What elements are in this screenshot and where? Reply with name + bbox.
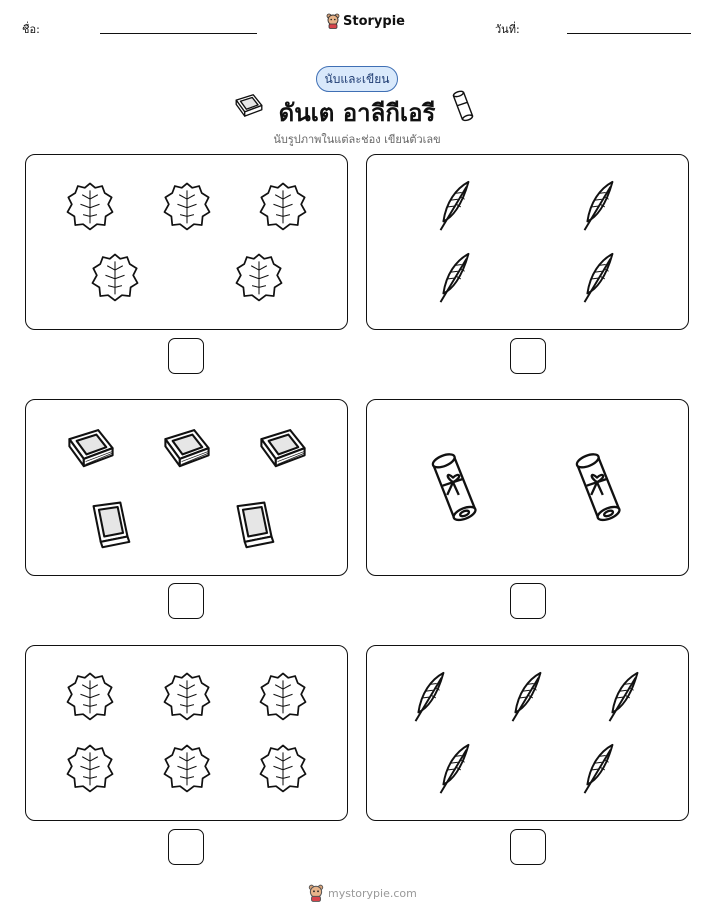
quill-icon (505, 670, 547, 724)
quill-icon (433, 179, 475, 233)
quill-icon (433, 251, 475, 305)
book-icon (256, 426, 310, 472)
leather-hide-icon (161, 670, 213, 722)
leather-hide-icon (161, 180, 213, 232)
name-label: ชื่อ: (22, 23, 40, 36)
footer-url[interactable]: mystorypie.com (328, 886, 417, 900)
leather-hide-icon (257, 670, 309, 722)
answer-box-4[interactable] (510, 583, 546, 619)
counting-panel-4 (366, 399, 689, 576)
worksheet-instruction: นับรูปภาพในแต่ละช่อง เขียนตัวเลข (273, 133, 441, 146)
worksheet-title: ดันเต อาลีกีเอรี (278, 99, 436, 127)
counting-panel-2 (366, 154, 689, 330)
leather-hide-icon (64, 742, 116, 794)
book-icon (88, 499, 142, 549)
scroll-icon (448, 90, 478, 124)
quill-icon (602, 670, 644, 724)
answer-box-2[interactable] (510, 338, 546, 374)
leather-hide-icon (89, 251, 141, 303)
leather-hide-icon (257, 742, 309, 794)
scroll-icon (424, 451, 482, 525)
brand-name: Storypie (343, 13, 405, 29)
answer-box-6[interactable] (510, 829, 546, 865)
name-line[interactable] (100, 33, 257, 34)
book-icon (64, 426, 118, 472)
date-line[interactable] (567, 33, 691, 34)
leather-hide-icon (257, 180, 309, 232)
bear-mascot-icon (308, 884, 324, 902)
quill-icon (433, 742, 475, 796)
footer (308, 884, 417, 902)
leather-hide-icon (64, 180, 116, 232)
answer-box-1[interactable] (168, 338, 204, 374)
quill-icon (577, 251, 619, 305)
answer-box-3[interactable] (168, 583, 204, 619)
leather-hide-icon (161, 742, 213, 794)
book-icon (232, 499, 286, 549)
answer-box-5[interactable] (168, 829, 204, 865)
worksheet-type-badge: นับและเขียน (316, 66, 398, 92)
scroll-icon (568, 451, 626, 525)
date-label: วันที่: (495, 23, 520, 36)
brand-logo (326, 13, 405, 29)
quill-icon (577, 179, 619, 233)
book-icon (160, 426, 214, 472)
quill-icon (577, 742, 619, 796)
bear-mascot-icon (326, 13, 340, 29)
leather-hide-icon (64, 670, 116, 722)
quill-icon (408, 670, 450, 724)
leather-hide-icon (233, 251, 285, 303)
